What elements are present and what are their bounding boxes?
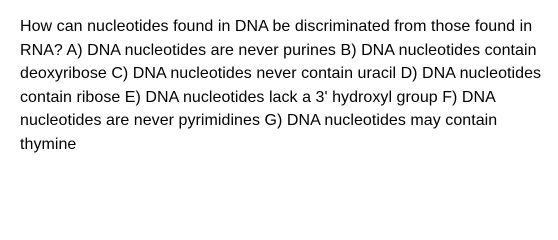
question-text: How can nucleotides found in DNA be discriminated from those found in RNA? A) DNA nucleotides are never purines B) DNA nucleotides contain deoxyribose C) DNA nucleotides never contain uracil D) DNA nucleotides contain ribose E) DNA nucleotides lack a 3' hydroxyl group F) DNA nucleotides are never pyrimidines G) DNA nucleotides may contain thymine [20,18,542,153]
question-block [20,15,545,156]
